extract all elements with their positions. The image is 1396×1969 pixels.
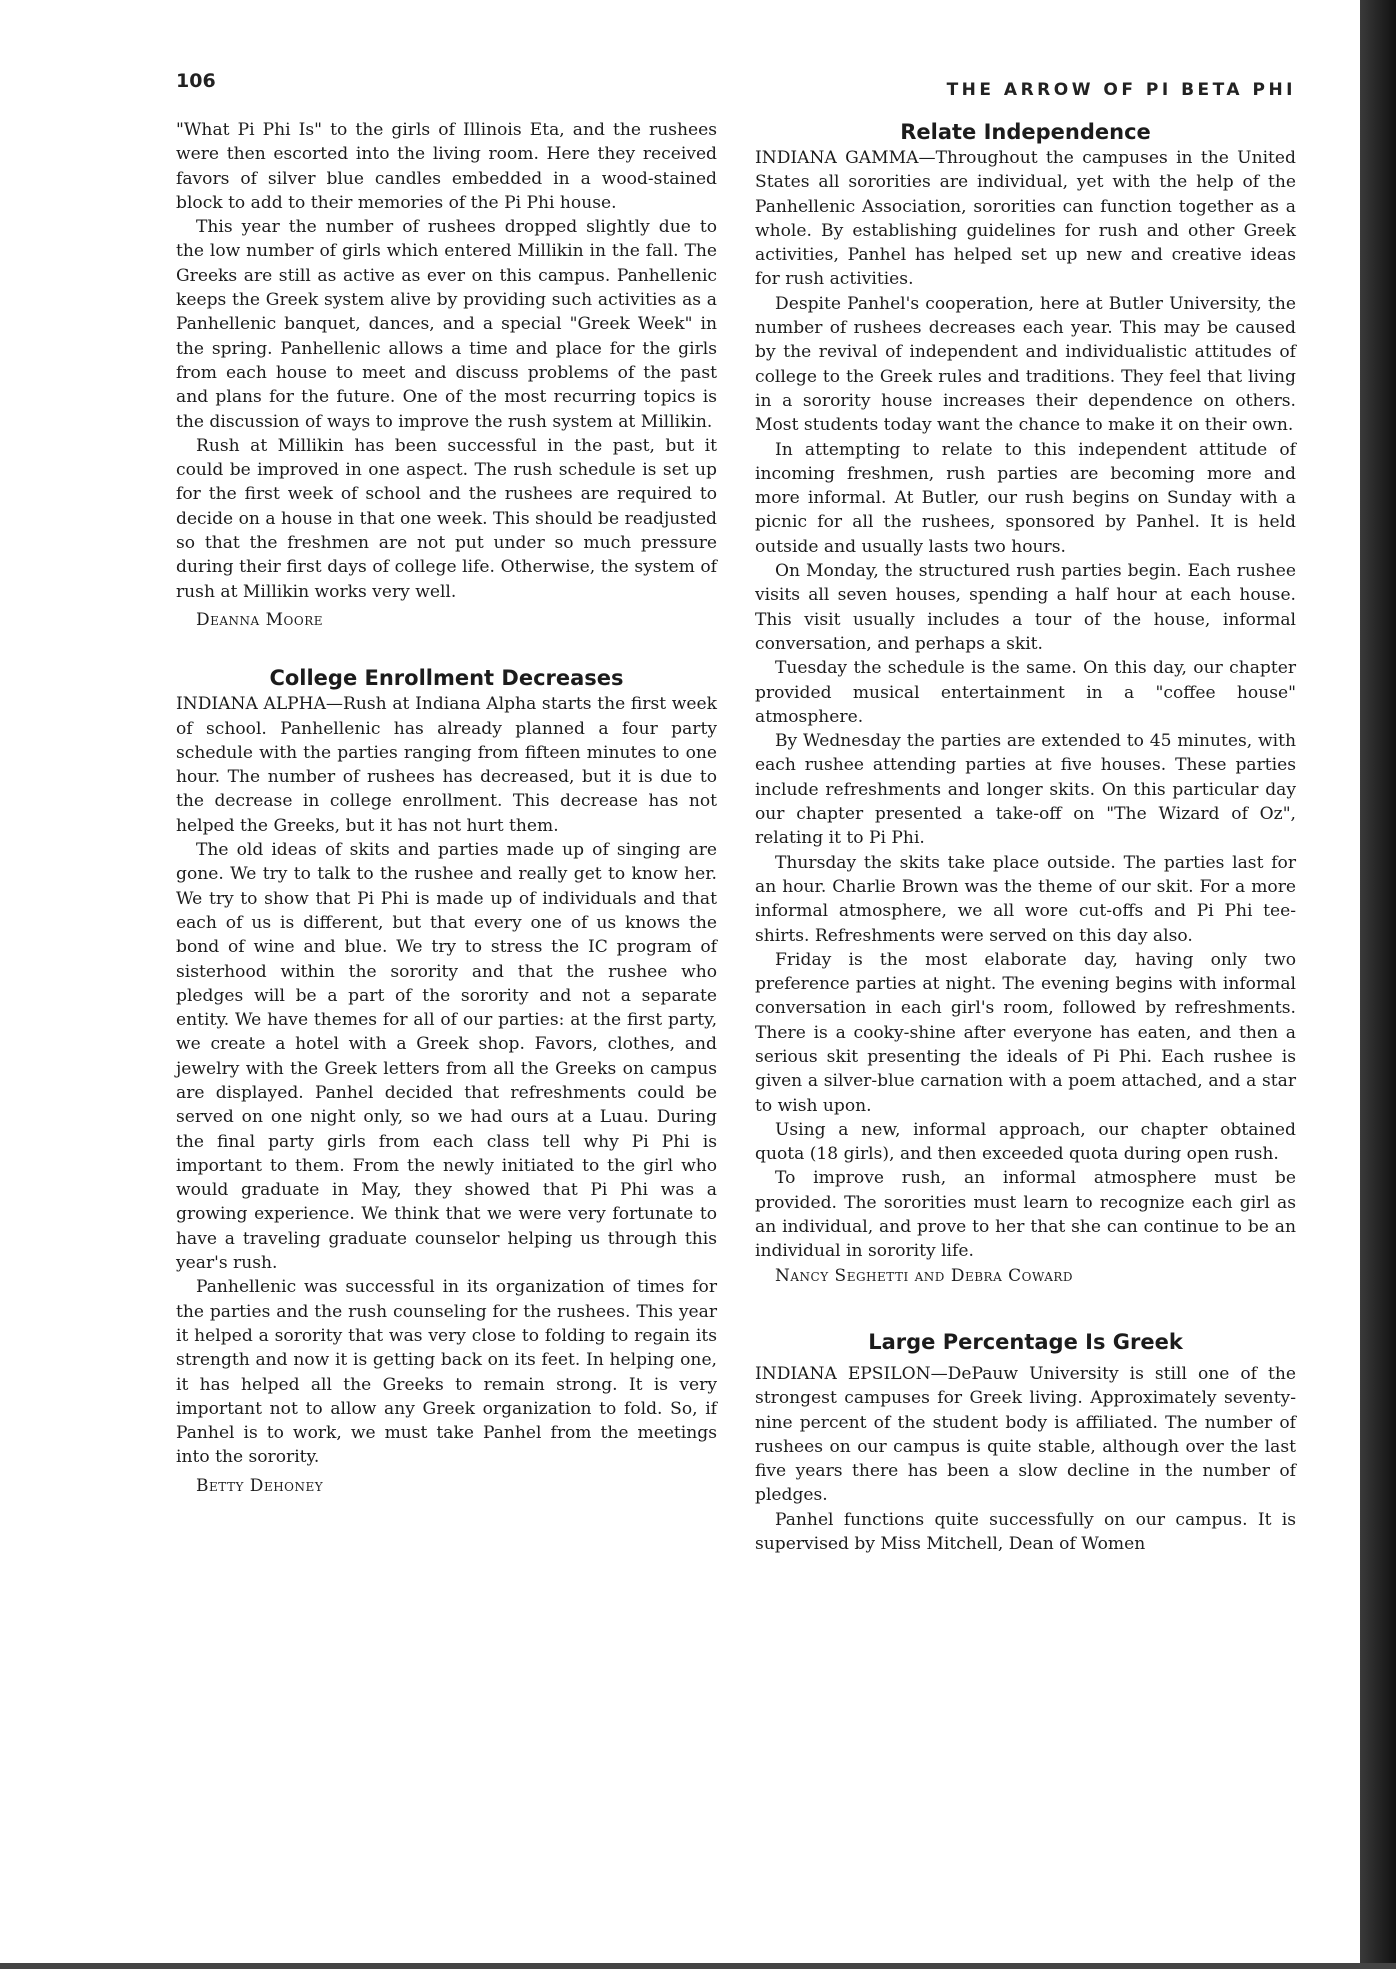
- paragraph: The old ideas of skits and parties made up of singing are gone. We try to talk to the rushee and really get to know her. We try to show that Pi Phi is made up of individuals and that each of us is different, but that every one of us knows the bond of wine and blue. We try to stress the IC program of sisterhood within the sorority and that the rushee who pledges will be a part of the sorority and not a separate entity. We have themes for all of our parties: at the first party, we create a hotel with a Greek shop. Favors, clothes, and jewelry with the Greek letters from all the Greeks on campus are displayed. Panhel decided that refreshments could be served on one night only, so we had ours at a Luau. During the final party girls from each class tell why Pi Phi is important to them. From the newly initiated to the girl who would graduate in May, they showed that Pi Phi was a growing experience. We think that we were very fortunate to have a traveling graduate counselor helping us through this year's rush.: [176, 840, 717, 1274]
- paragraph: Using a new, informal approach, our chapter obtained quota (18 girls), and then exceeded quota during open rush.: [755, 1119, 1296, 1165]
- page-bottom-edge: [0, 1963, 1396, 1969]
- left-column: [176, 118, 717, 1498]
- paragraph: Thursday the skits take place outside. The parties last for an hour. Charlie Brown was the theme of our skit. For a more informal atmosphere, we all wore cut-offs and Pi Phi tee-shirts. Refreshments were served on this day also.: [755, 852, 1296, 946]
- right-column: [755, 118, 1296, 1556]
- paragraph: Rush at Millikin has been successful in the past, but it could be improved in one aspect. The rush schedule is set up for the first week of school and the rushees are required to decide on a house in that one week. This should be readjusted so that the freshmen are not put under so much pressure during their first days of college life. Otherwise, the system of rush at Millikin works very well.: [176, 435, 717, 602]
- paragraph: To improve rush, an informal atmosphere must be provided. The sororities must learn to recognize each girl as an individual, and prove to her that she can continue to be an individual in sorority life.: [755, 1168, 1296, 1262]
- paragraph: This year the number of rushees dropped slightly due to the low number of girls which entered Millikin in the fall. The Greeks are still as active as ever on this campus. Panhellenic keeps the Greek system alive by providing such activities as a Panhellenic banquet, dances, and a special "Greek Week" in the spring. Panhellenic allows a time and place for the girls from each house to meet and discuss problems of the past and plans for the future. One of the most recurring topics is the discussion of ways to improve the rush system at Millikin.: [176, 217, 717, 432]
- paragraph: INDIANA GAMMA—Throughout the campuses in the United States all sororities are individual, yet with the help of the Panhellenic Association, sororities can function together as a whole. By establishing guidelines for rush and other Greek activities, Panhel has helped set up new and creative ideas for rush activities.: [755, 148, 1296, 290]
- paragraph: Despite Panhel's cooperation, here at Butler University, the number of rushees decreases each year. This may be caused by the revival of independent and individualistic attitudes of college to the Greek rules and traditions. They feel that living in a sorority house increases their dependence on others. Most students today want the chance to make it on their own.: [755, 293, 1296, 436]
- running-head: THE ARROW OF PI BETA PHI: [946, 80, 1296, 100]
- author-signature: Deanna Moore: [196, 609, 324, 630]
- article-title: Relate Independence: [900, 120, 1151, 144]
- page-header: [176, 70, 1296, 100]
- paragraph: INDIANA EPSILON—DePauw University is still one of the strongest campuses for Greek living. Approximately seventy-nine percent of the student body is affiliated. The number of rushees on our campus is quite stable, although over the last five years there has been a slow decline in the number of pledges.: [755, 1363, 1296, 1506]
- paragraph: Tuesday the schedule is the same. On this day, our chapter provided musical entertainment in a "coffee house" atmosphere.: [755, 658, 1296, 727]
- author-signature: Nancy Seghetti and Debra Coward: [775, 1265, 1074, 1286]
- paragraph: "What Pi Phi Is" to the girls of Illinois Eta, and the rushees were then escorted into the living room. Here they received favors of silver blue candles embedded in a wood-stained block to add to their memories of the Pi Phi house.: [176, 120, 717, 213]
- article-title: Large Percentage Is Greek: [868, 1329, 1183, 1354]
- paragraph: Panhel functions quite successfully on our campus. It is supervised by Miss Mitchell, Dean of Women: [755, 1509, 1296, 1555]
- paragraph: On Monday, the structured rush parties begin. Each rushee visits all seven houses, spending a half hour at each house. This visit usually includes a tour of the house, informal conversation, and perhaps a skit.: [755, 561, 1296, 654]
- author-signature: Betty Dehoney: [196, 1475, 324, 1496]
- article-title: College Enrollment Decreases: [269, 666, 624, 691]
- page-number: 106: [176, 70, 216, 92]
- paragraph: In attempting to relate to this independent attitude of incoming freshmen, rush parties are becoming more and more informal. At Butler, our rush begins on Sunday with a picnic for all the rushees, sponsored by Panhel. It is held outside and usually lasts two hours.: [755, 439, 1296, 557]
- paragraph: By Wednesday the parties are extended to 45 minutes, with each rushee attending parties at five houses. These parties include refreshments and longer skits. On this particular day our chapter presented a take-off on "The Wizard of Oz", relating it to Pi Phi.: [755, 731, 1296, 849]
- paragraph: Panhellenic was successful in its organization of times for the parties and the rush counseling for the rushees. This year it helped a sorority that was very close to folding to regain its strength and now it is getting back on its feet. In helping one, it has helped all the Greeks to remain strong. It is very important not to allow any Greek organization to fold. So, if Panhel is to work, we must take Panhel from the meetings into the sorority.: [176, 1277, 717, 1468]
- paragraph: Friday is the most elaborate day, having only two preference parties at night. The evening begins with informal conversation in each girl's room, followed by refreshments. There is a cooky-shine after everyone has eaten, and then a serious skit presenting the ideals of Pi Phi. Each rushee is given a silver-blue carnation with a poem attached, and a star to wish upon.: [755, 949, 1296, 1116]
- page-edge-shadow: [1360, 0, 1396, 1969]
- paragraph: INDIANA ALPHA—Rush at Indiana Alpha starts the first week of school. Panhellenic has already planned a four party schedule with the parties ranging from fifteen minutes to one hour. The number of rushees has decreased, but it is due to the decrease in college enrollment. This decrease has not helped the Greeks, but it has not hurt them.: [176, 694, 717, 836]
